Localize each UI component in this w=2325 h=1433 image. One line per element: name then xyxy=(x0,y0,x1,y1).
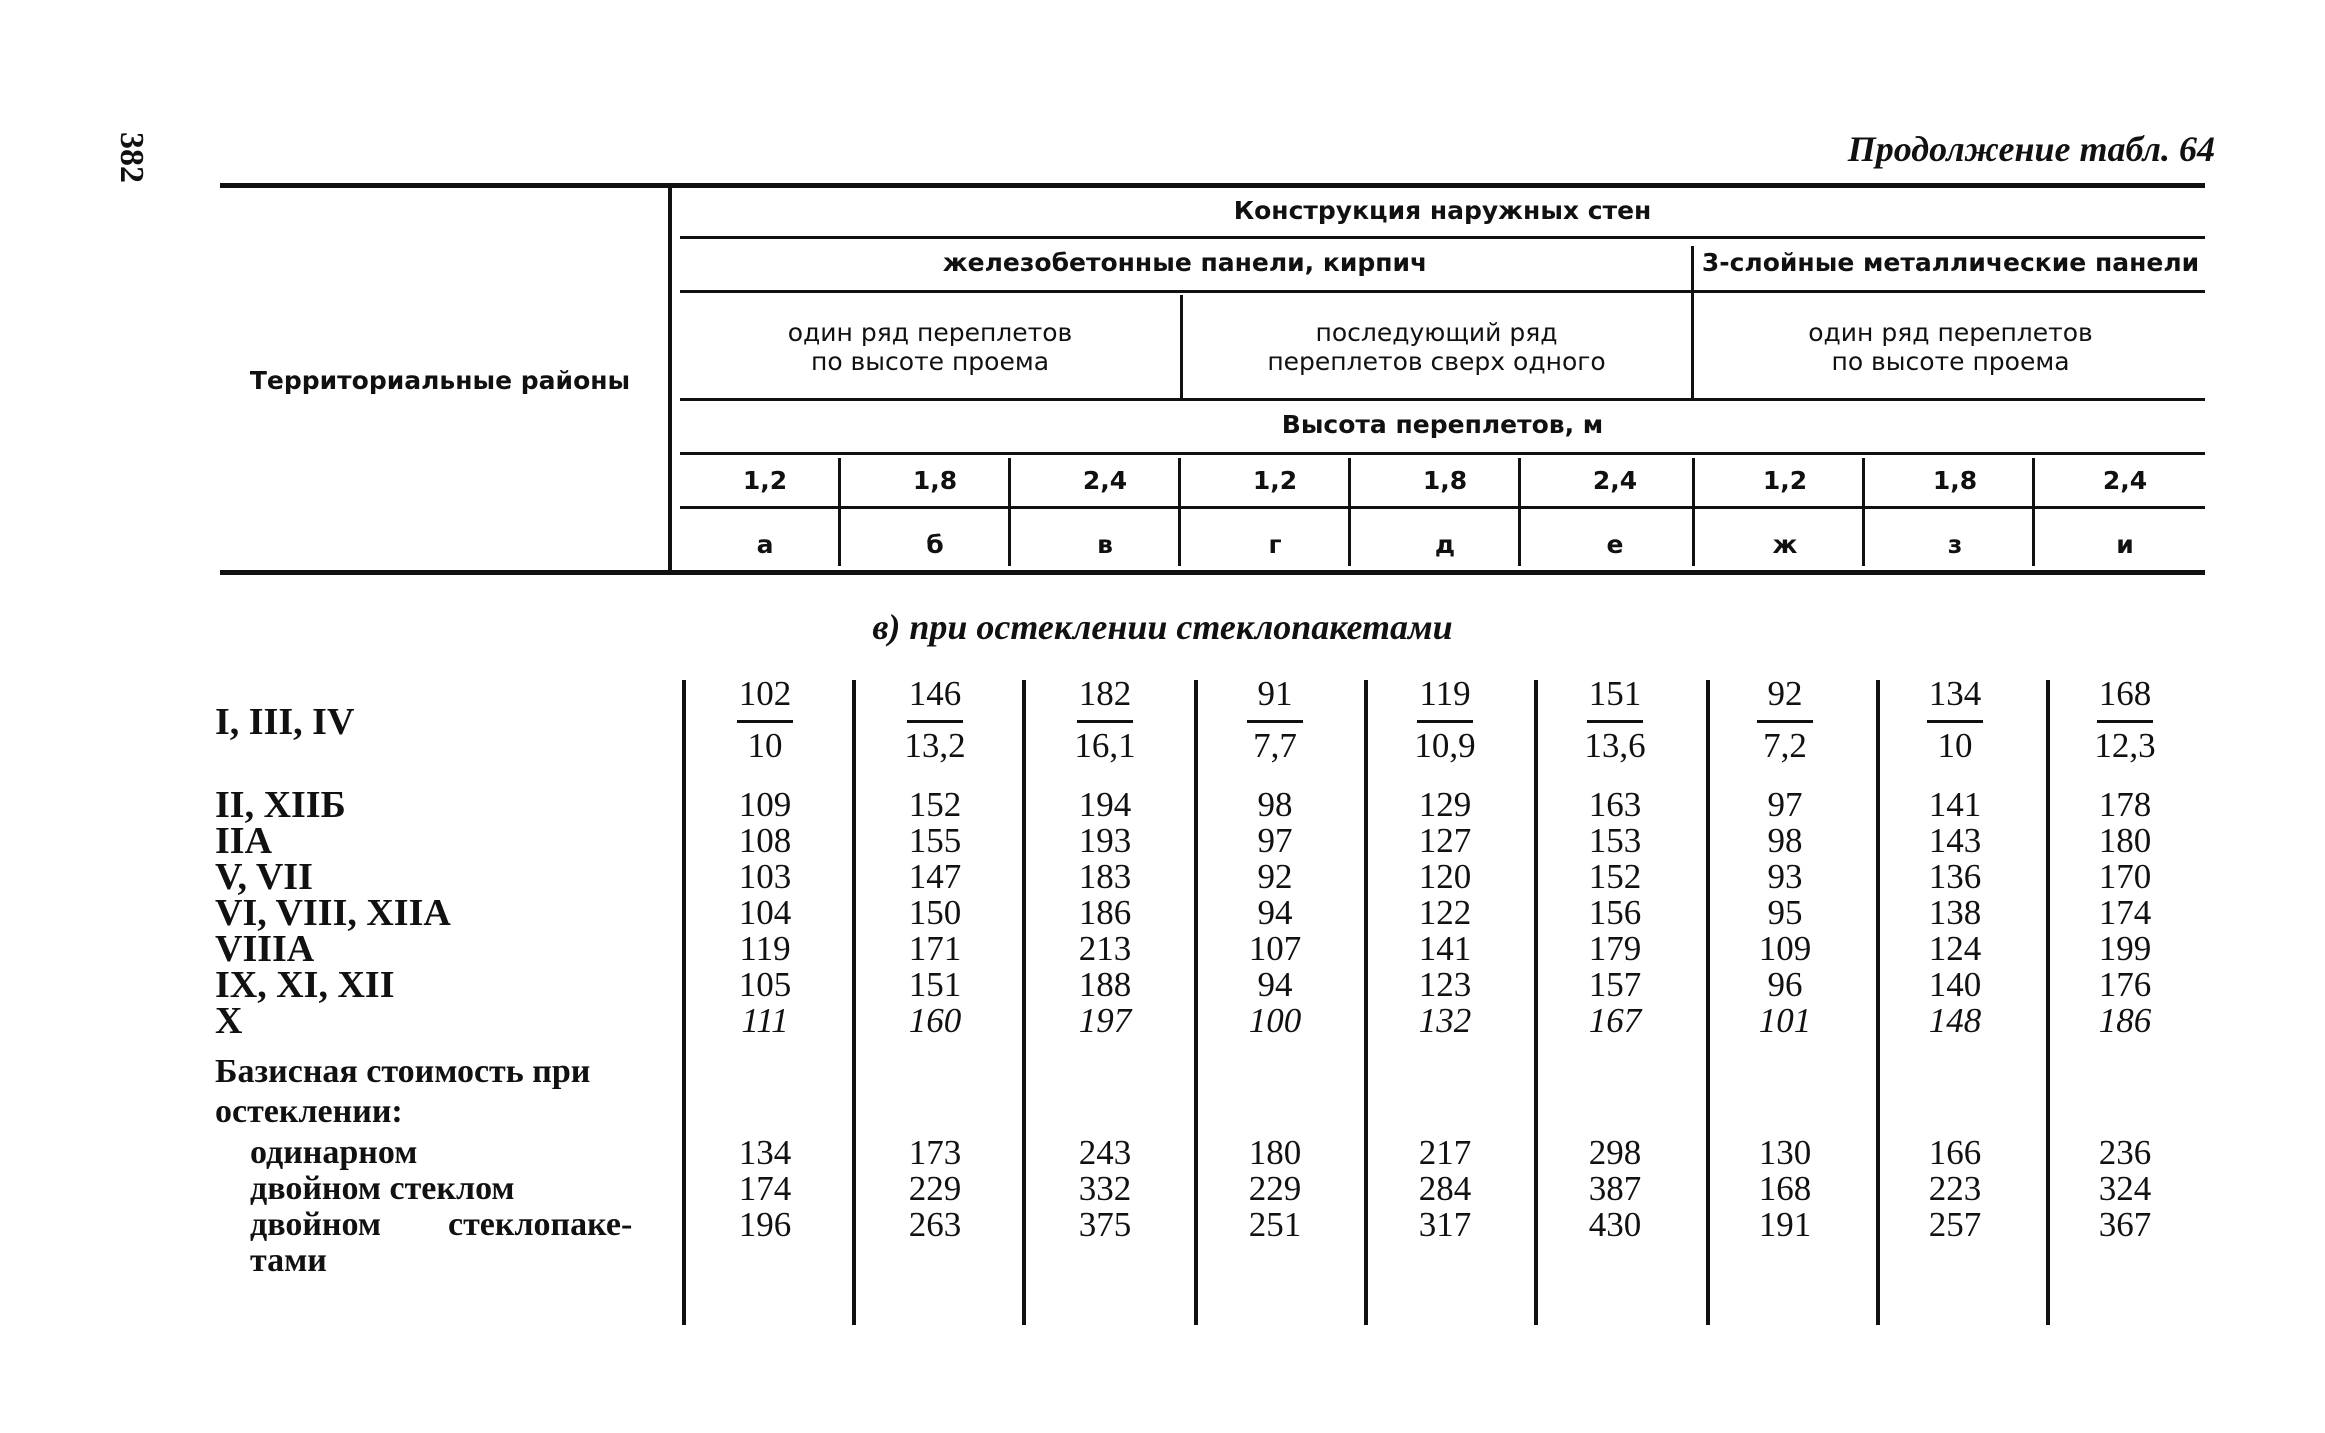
table-cell: 124 xyxy=(1928,929,1982,968)
base-cost-cell: 257 xyxy=(1928,1205,1982,1244)
table-cell: 141 xyxy=(1418,929,1472,968)
fraction-denominator: 13,6 xyxy=(1584,726,1646,765)
table-cell: 160 xyxy=(908,1001,962,1040)
fraction-bar xyxy=(1077,720,1133,723)
base-cost-cell: 229 xyxy=(1248,1169,1302,1208)
column-letter: в xyxy=(1097,530,1113,559)
base-cost-title xyxy=(215,1052,590,1132)
height-value: 1,8 xyxy=(1422,466,1468,495)
table-cell: 183 xyxy=(1078,857,1132,896)
height-value: 1,2 xyxy=(1762,466,1808,495)
base-cost-cell: 317 xyxy=(1418,1205,1472,1244)
table-cell: 157 xyxy=(1588,965,1642,1004)
table-cell: 179 xyxy=(1588,929,1642,968)
base-cost-cell: 251 xyxy=(1248,1205,1302,1244)
fraction-denominator: 13,2 xyxy=(904,726,966,765)
table-top-rule xyxy=(220,183,2205,188)
table-continuation-caption: Продолжение табл. 64 xyxy=(1847,129,2215,169)
table-cell: 151 xyxy=(908,965,962,1004)
rule-under-top-header xyxy=(680,236,2205,239)
base-cost-cell: 168 xyxy=(1758,1169,1812,1208)
body-column-rule xyxy=(1876,680,1880,1325)
base-cost-cell: 229 xyxy=(908,1169,962,1208)
table-cell: 178 xyxy=(2098,785,2152,824)
column-letter: и xyxy=(2116,530,2134,559)
table-cell: 176 xyxy=(2098,965,2152,1004)
height-value: 1,2 xyxy=(1252,466,1298,495)
table-cell: 107 xyxy=(1248,929,1302,968)
table-cell: 163 xyxy=(1588,785,1642,824)
table-cell: 108 xyxy=(738,821,792,860)
fraction-denominator: 10 xyxy=(747,726,783,765)
group-header-reinforced-concrete: железобетонные панели, кирпич xyxy=(942,248,1428,277)
table-cell: 95 xyxy=(1767,893,1803,932)
table-cell: 93 xyxy=(1767,857,1803,896)
body-column-rule xyxy=(1706,680,1710,1325)
base-cost-cell: 196 xyxy=(738,1205,792,1244)
base-cost-cell: 284 xyxy=(1418,1169,1472,1208)
fraction-bar xyxy=(1587,720,1643,723)
base-label-double-unit-b: стеклопаке- xyxy=(448,1206,633,1243)
section-caption: в) при остеклении стеклопакетами xyxy=(872,607,1453,647)
table-cell: 96 xyxy=(1767,965,1803,1004)
table-cell: 94 xyxy=(1257,965,1293,1004)
base-cost-cell: 223 xyxy=(1928,1169,1982,1208)
stub-header: Территориальные районы xyxy=(249,366,631,395)
base-cost-cell: 217 xyxy=(1418,1133,1472,1172)
fraction-bar xyxy=(1927,720,1983,723)
table-cell: 138 xyxy=(1928,893,1982,932)
base-cost-cell: 173 xyxy=(908,1133,962,1172)
base-cost-cell: 430 xyxy=(1588,1205,1642,1244)
height-value: 2,4 xyxy=(2102,466,2148,495)
table-cell: 194 xyxy=(1078,785,1132,824)
table-cell: 141 xyxy=(1928,785,1982,824)
table-cell: 120 xyxy=(1418,857,1472,896)
table-cell: 186 xyxy=(2098,1001,2152,1040)
table-cell: 180 xyxy=(2098,821,2152,860)
rule-under-subgroups xyxy=(680,398,2205,401)
fraction-numerator: 151 xyxy=(1588,674,1642,713)
table-cell: 171 xyxy=(908,929,962,968)
column-letter: г xyxy=(1268,530,1282,559)
height-value: 2,4 xyxy=(1082,466,1128,495)
fraction-denominator: 16,1 xyxy=(1074,726,1136,765)
column-letter: б xyxy=(926,530,944,559)
base-cost-cell: 375 xyxy=(1078,1205,1132,1244)
table-cell: 153 xyxy=(1588,821,1642,860)
height-value: 1,2 xyxy=(742,466,788,495)
table-cell: 193 xyxy=(1078,821,1132,860)
fraction-numerator: 146 xyxy=(908,674,962,713)
table-cell: 103 xyxy=(738,857,792,896)
height-value: 1,8 xyxy=(1932,466,1978,495)
table-cell: 101 xyxy=(1758,1001,1812,1040)
base-cost-cell: 243 xyxy=(1078,1133,1132,1172)
base-cost-cell: 134 xyxy=(738,1133,792,1172)
fraction-bar xyxy=(737,720,793,723)
table-cell: 170 xyxy=(2098,857,2152,896)
base-cost-cell: 324 xyxy=(2098,1169,2152,1208)
table-cell: 136 xyxy=(1928,857,1982,896)
column-letter: д xyxy=(1434,530,1456,559)
fraction-bar xyxy=(1757,720,1813,723)
table-cell: 186 xyxy=(1078,893,1132,932)
table-cell: 98 xyxy=(1257,785,1293,824)
row-label: II, XIIБ xyxy=(215,784,346,826)
table-cell: 197 xyxy=(1078,1001,1132,1040)
fraction-denominator: 7,7 xyxy=(1253,726,1297,765)
row-label: X xyxy=(215,1000,243,1042)
table-cell: 147 xyxy=(908,857,962,896)
table-cell: 97 xyxy=(1257,821,1293,860)
table-bottom-rule xyxy=(220,570,2205,575)
body-column-rule xyxy=(1022,680,1026,1325)
fraction-bar xyxy=(2097,720,2153,723)
table-cell: 213 xyxy=(1078,929,1132,968)
table-cell: 143 xyxy=(1928,821,1982,860)
fraction-numerator: 92 xyxy=(1767,674,1803,713)
table-cell: 129 xyxy=(1418,785,1472,824)
table-cell: 150 xyxy=(908,893,962,932)
base-cost-title-line1: Базисная стоимость при xyxy=(215,1053,591,1090)
table-cell: 152 xyxy=(908,785,962,824)
group-header-metal-panels: 3-слойные металлические панели xyxy=(1701,248,2200,277)
base-cost-cell: 130 xyxy=(1758,1133,1812,1172)
fraction-bar xyxy=(907,720,963,723)
body-column-rule xyxy=(1194,680,1198,1325)
base-cost-cell: 298 xyxy=(1588,1133,1642,1172)
height-value: 2,4 xyxy=(1592,466,1638,495)
fraction-denominator: 10 xyxy=(1937,726,1973,765)
fraction-numerator: 119 xyxy=(1419,674,1471,713)
fraction-bar xyxy=(1417,720,1473,723)
fraction-numerator: 91 xyxy=(1257,674,1293,713)
table-cell: 188 xyxy=(1078,965,1132,1004)
table-cell: 174 xyxy=(2098,893,2152,932)
column-letter: е xyxy=(1606,530,1624,559)
page-number: 382 xyxy=(113,132,150,183)
table-cell: 167 xyxy=(1588,1001,1642,1040)
base-cost-title-line2: остеклении: xyxy=(215,1093,403,1130)
subgroup-next-row: последующий ряд переплетов сверх одного xyxy=(1267,318,1606,376)
fraction-denominator: 7,2 xyxy=(1763,726,1807,765)
table-cell: 199 xyxy=(2098,929,2152,968)
group-divider xyxy=(1691,246,1694,398)
row-label: IIA xyxy=(215,820,273,862)
height-header: Высота переплетов, м xyxy=(1281,410,1604,439)
rule-under-height-header xyxy=(680,452,2205,455)
base-cost-cell: 180 xyxy=(1248,1133,1302,1172)
table-cell: 92 xyxy=(1257,857,1293,896)
rule-under-heights xyxy=(680,506,2205,509)
table-cell: 98 xyxy=(1767,821,1803,860)
row-label-first: I, III, IV xyxy=(215,701,355,743)
top-header: Конструкция наружных стен xyxy=(1233,196,1652,225)
base-label-double-unit-a: двойном xyxy=(250,1206,382,1243)
body-column-rule xyxy=(1534,680,1538,1325)
column-letter: ж xyxy=(1772,530,1798,559)
height-value: 1,8 xyxy=(912,466,958,495)
base-cost-cell: 174 xyxy=(738,1169,792,1208)
base-label-double-unit-c: тами xyxy=(250,1242,327,1279)
table-cell: 119 xyxy=(739,929,791,968)
body-column-rule xyxy=(1364,680,1368,1325)
fraction-denominator: 10,9 xyxy=(1414,726,1476,765)
table-cell: 100 xyxy=(1248,1001,1302,1040)
table-cell: 94 xyxy=(1257,893,1293,932)
fraction-bar xyxy=(1247,720,1303,723)
base-cost-cell: 367 xyxy=(2098,1205,2152,1244)
table-cell: 111 xyxy=(741,1001,789,1040)
fraction-numerator: 182 xyxy=(1078,674,1132,713)
rule-under-groups xyxy=(680,290,2205,293)
table-cell: 104 xyxy=(738,893,792,932)
row-label: VIIIA xyxy=(215,928,315,970)
base-label-single: одинарном xyxy=(250,1134,418,1171)
subgroup-divider xyxy=(1180,295,1183,398)
base-cost-cell: 236 xyxy=(2098,1133,2152,1172)
base-cost-cell: 263 xyxy=(908,1205,962,1244)
base-cost-cell: 191 xyxy=(1758,1205,1812,1244)
fraction-numerator: 102 xyxy=(738,674,792,713)
base-label-double-glass: двойном стеклом xyxy=(250,1170,515,1207)
table-cell: 105 xyxy=(738,965,792,1004)
table-cell: 152 xyxy=(1588,857,1642,896)
base-cost-cell: 387 xyxy=(1588,1169,1642,1208)
table-cell: 127 xyxy=(1418,821,1472,860)
table-cell: 123 xyxy=(1418,965,1472,1004)
table-cell: 109 xyxy=(1758,929,1812,968)
base-cost-cell: 166 xyxy=(1928,1133,1982,1172)
row-label: VI, VIII, XIIA xyxy=(215,892,451,934)
fraction-denominator: 12,3 xyxy=(2094,726,2156,765)
table-cell: 148 xyxy=(1928,1001,1982,1040)
table-cell: 109 xyxy=(738,785,792,824)
column-letter: з xyxy=(1947,530,1963,559)
row-label: IX, XI, XII xyxy=(215,964,395,1006)
subgroup-metal-one-row: один ряд переплетов по высоте проема xyxy=(1808,318,2093,376)
column-letter: а xyxy=(756,530,774,559)
row-label: V, VII xyxy=(215,856,313,898)
table-cell: 132 xyxy=(1418,1001,1472,1040)
stub-divider xyxy=(668,188,672,570)
table-cell: 140 xyxy=(1928,965,1982,1004)
table-cell: 155 xyxy=(908,821,962,860)
table-cell: 97 xyxy=(1767,785,1803,824)
table-cell: 122 xyxy=(1418,893,1472,932)
body-column-rule xyxy=(852,680,856,1325)
table-cell: 156 xyxy=(1588,893,1642,932)
body-column-rule xyxy=(2046,680,2050,1325)
subgroup-one-row: один ряд переплетов по высоте проема xyxy=(787,318,1073,376)
fraction-numerator: 134 xyxy=(1928,674,1982,713)
fraction-numerator: 168 xyxy=(2098,674,2152,713)
base-cost-cell: 332 xyxy=(1078,1169,1132,1208)
body-column-rule xyxy=(682,680,686,1325)
